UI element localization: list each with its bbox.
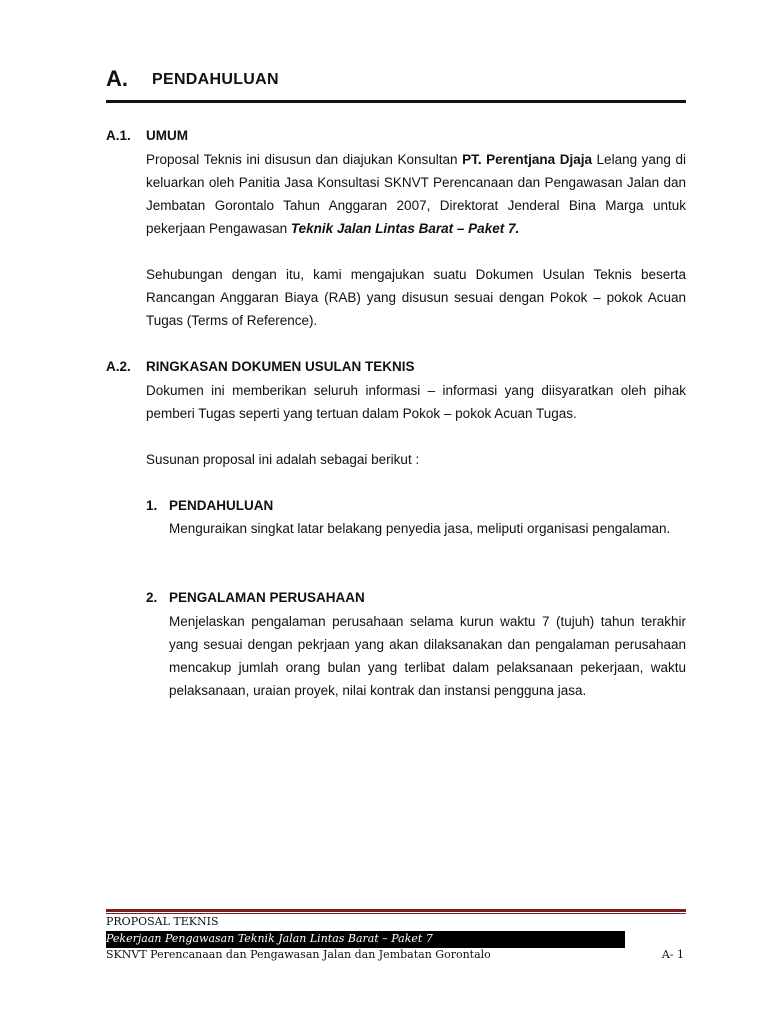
list-item-number: 1. [146, 498, 158, 513]
footer-client: SKNVT Perencanaan dan Pengawasan Jalan dan Jembatan Gorontalo [106, 948, 491, 961]
section-paragraph: Dokumen ini memberikan seluruh informasi – informasi yang diisyaratkan oleh pihak pemberi Tugas seperti yang tertuan dalam Pokok – pokok Acuan Tugas. [146, 383, 686, 421]
footer-rule [106, 909, 686, 912]
chapter-title: PENDAHULUAN [152, 71, 279, 88]
section-title: RINGKASAN DOKUMEN USULAN TEKNIS [146, 359, 415, 374]
page-number: A- 1 [661, 948, 684, 961]
list-item-title: PENGALAMAN PERUSAHAAN [169, 590, 365, 605]
section-paragraph [146, 148, 686, 240]
section-title: UMUM [146, 128, 188, 143]
company-name: PT. Perentjana Djaja [462, 152, 592, 167]
section-paragraph: Sehubungan dengan itu, kami mengajukan suatu Dokumen Usulan Teknis beserta Rancangan Anggaran Biaya (RAB) yang disusun sesuai dengan Pokok – pokok Acuan Tugas (Terms of Reference). [146, 267, 686, 328]
section-paragraph: Susunan proposal ini adalah sebagai berikut : [146, 452, 420, 467]
chapter-heading [106, 66, 686, 100]
paragraph-text: Proposal Teknis ini disusun dan diajukan Konsultan [146, 152, 463, 167]
project-name: Teknik Jalan Lintas Barat – Paket 7. [290, 221, 520, 236]
list-item-title: PENDAHULUAN [169, 498, 274, 513]
footer-doc-type: PROPOSAL TEKNIS [106, 915, 219, 928]
paragraph-text: Lelang yang di keluarkan oleh Panitia Jasa Konsultasi SKNVT Perencanaan dan Pengawasan Jalan dan Jembatan Gorontalo Tahun Anggaran 2007, Direktorat Jenderal Bina Marga untuk pekerjaan Pengawasan [146, 152, 686, 236]
footer-project: Pekerjaan Pengawasan Teknik Jalan Lintas Barat – Paket 7 [106, 932, 433, 945]
chapter-letter: A. [106, 66, 128, 91]
footer-rule-thin [106, 913, 686, 914]
chapter-rule [106, 100, 686, 103]
section-number: A.1. [106, 128, 131, 143]
list-item-number: 2. [146, 590, 158, 605]
list-item-text: Menjelaskan pengalaman perusahaan selama kurun waktu 7 (tujuh) tahun terakhir yang sesuai dengan pekrjaan yang akan dilaksanakan dan pengalaman perusahaan mencakup jumlah orang bulan yang terlibat dalam pelaksanaan pekerjaan, waktu pelaksanaan, uraian proyek, nilai kontrak dan instansi pengguna jasa. [169, 614, 686, 698]
section-number: A.2. [106, 359, 131, 374]
list-item-text: Menguraikan singkat latar belakang penyedia jasa, meliputi organisasi pengalaman. [169, 521, 671, 536]
